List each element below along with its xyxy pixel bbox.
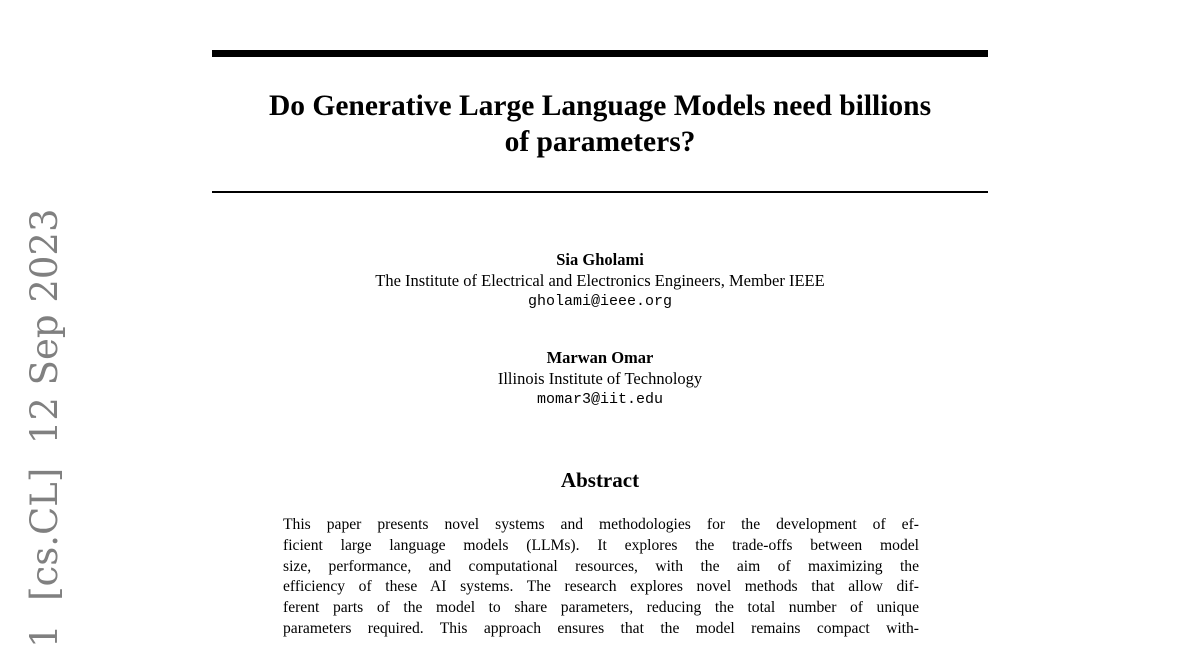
abstract-line: ferent parts of the model to share parameters, reducing the total number of unique <box>283 599 919 617</box>
abstract-line: efficiency of these AI systems. The research explores novel methods that allow dif- <box>283 578 919 596</box>
author-affiliation: The Institute of Electrical and Electronics Engineers, Member IEEE <box>375 271 825 290</box>
author-block-1 <box>212 249 988 312</box>
abstract-line: size, performance, and computational resources, with the aim of maximizing the <box>283 557 919 575</box>
author-email: gholami@ieee.org <box>527 293 673 310</box>
title-bottom-rule <box>212 191 988 193</box>
author-name: Sia Gholami <box>556 250 644 269</box>
abstract-heading: Abstract <box>560 468 640 492</box>
paper-title-line-1: Do Generative Large Language Models need billions <box>268 90 932 122</box>
author-affiliation: Illinois Institute of Technology <box>497 369 703 388</box>
arxiv-side-stamp: 1 [cs.CL] 12 Sep 2023 <box>23 208 66 648</box>
title-top-rule <box>212 50 988 57</box>
abstract-body <box>283 515 919 640</box>
author-block-2 <box>212 347 988 410</box>
abstract-line: This paper presents novel systems and methodologies for the development of ef- <box>283 516 919 533</box>
paper-title-line-2: of parameters? <box>504 126 696 158</box>
author-email: momar3@iit.edu <box>536 391 664 408</box>
abstract-line: ficient large language models (LLMs). It explores the trade-offs between model <box>283 536 919 554</box>
paper-title <box>212 88 988 160</box>
abstract-line: parameters required. This approach ensures that the model remains compact with- <box>283 619 919 637</box>
author-name: Marwan Omar <box>546 348 654 367</box>
